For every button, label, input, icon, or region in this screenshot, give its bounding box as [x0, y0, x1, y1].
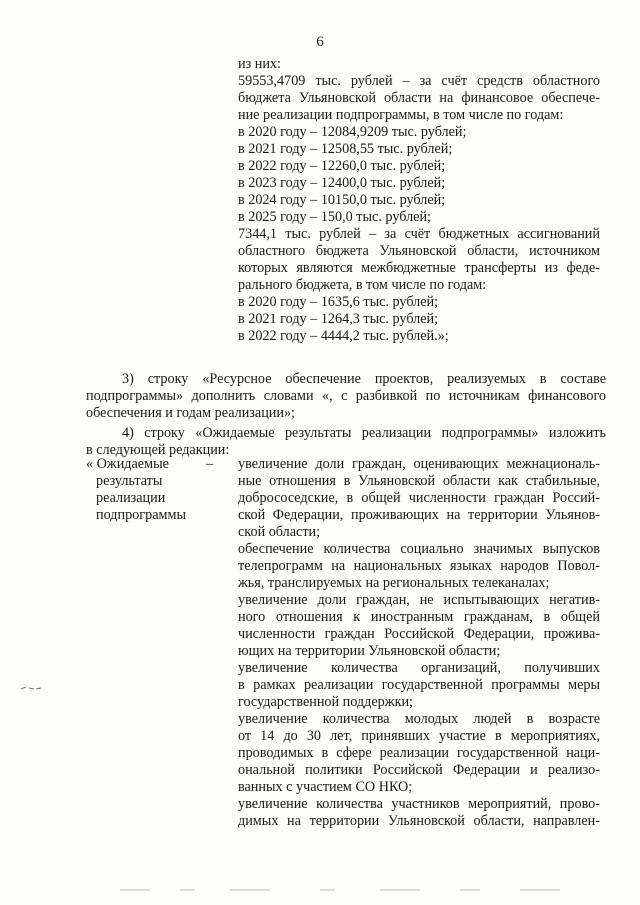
table-dash: –: [206, 456, 214, 472]
text-line: ональной политики Российской Федерации и реализо-: [238, 762, 600, 778]
text-line: в 2020 году – 1635,6 тыс. рублей;: [238, 294, 439, 310]
text-line: увеличение доли граждан, не испытывающих негатив-: [238, 592, 600, 608]
scan-edge-artifact: [120, 888, 590, 892]
text-line: которых являются межбюджетные трансферты из феде-: [238, 260, 600, 276]
text-line: увеличение количества молодых людей в возрасте: [238, 711, 600, 727]
text-line: проводимых в сфере реализации государственной наци-: [238, 745, 600, 761]
text-line: 4) строку «Ожидаемые результаты реализации подпрограммы» изложить: [122, 425, 606, 441]
text-line: ного отношения к иностранным гражданам, в общей: [238, 609, 600, 625]
text-line: жья, транслируемых на региональных телеканалах;: [238, 575, 550, 591]
text-line: в 2020 году – 12084,9209 тыс. рублей;: [238, 124, 467, 140]
text-line: ющих на территории Ульяновской области;: [238, 643, 501, 659]
text-line: рального бюджета, в том числе по годам:: [238, 277, 487, 293]
page-number: 6: [316, 34, 324, 50]
margin-scan-mark: [20, 684, 42, 692]
text-line: государственной поддержки;: [238, 694, 413, 710]
table-row-label: [86, 456, 216, 524]
text-line: увеличение доли граждан, оценивающих межнациональ-: [238, 456, 600, 472]
text-line: в 2022 году – 12260,0 тыс. рублей;: [238, 158, 446, 174]
funding-block: [238, 56, 600, 345]
text-line: в рамках реализации государственной программы меры: [238, 677, 600, 693]
text-line: в 2023 году – 12400,0 тыс. рублей;: [238, 175, 446, 191]
text-line: от 14 до 30 лет, принявших участие в мероприятиях,: [238, 728, 600, 744]
text-line: в 2021 году – 1264,3 тыс. рублей;: [238, 311, 439, 327]
text-line: ние реализации подпрограммы, в том числе по годам:: [238, 107, 564, 123]
text-line: областного бюджета Ульяновской области, источником: [238, 243, 600, 259]
text-line: реализации: [96, 490, 166, 506]
text-line: « Ожидаемые: [86, 456, 169, 472]
text-line: ванных с участием СО НКО;: [238, 779, 413, 795]
text-line: подпрограммы: [96, 507, 186, 523]
text-line: 7344,1 тыс. рублей – за счёт бюджетных ассигнований: [238, 226, 600, 242]
paragraph-4: [86, 425, 606, 459]
text-line: димых на территории Ульяновской области, направлен-: [238, 813, 600, 829]
text-line: в 2024 году – 10150,0 тыс. рублей;: [238, 192, 446, 208]
text-line: добрососедские, в общей численности граждан Россий-: [238, 490, 600, 506]
text-line: ской области;: [238, 524, 321, 540]
text-line: телепрограмм на национальных языках народов Повол-: [238, 558, 600, 574]
text-line: в 2021 году – 12508,55 тыс. рублей;: [238, 141, 453, 157]
text-line: бюджета Ульяновской области на финансовое обеспече-: [238, 90, 600, 106]
text-line: ской Федерации, проживающих на территории Ульянов-: [238, 507, 600, 523]
text-line: увеличение количества участников мероприятий, прово-: [238, 796, 600, 812]
text-line: ные отношения в Ульяновской области как стабильные,: [238, 473, 600, 489]
text-line: в 2025 году – 150,0 тыс. рублей;: [238, 209, 431, 225]
text-line: увеличение количества организаций, получивших: [238, 660, 600, 676]
text-line: обеспечение количества социально значимых выпусков: [238, 541, 600, 557]
text-line: 59553,4709 тыс. рублей – за счёт средств областного: [238, 73, 600, 89]
text-line: в следующей редакции:: [86, 442, 230, 458]
expected-results-block: [238, 456, 600, 830]
text-line: обеспечения и годам реализации»;: [86, 405, 296, 421]
text-line: 3) строку «Ресурсное обеспечение проектов, реализуемых в составе: [122, 371, 606, 387]
text-line: результаты: [96, 473, 163, 489]
text-line: в 2022 году – 4444,2 тыс. рублей.»;: [238, 328, 449, 344]
text-line: численности граждан Российской Федерации, прожива-: [238, 626, 600, 642]
text-line: из них:: [238, 56, 281, 72]
text-line: подпрограммы» дополнить словами «, с разбивкой по источникам финансового: [86, 388, 606, 404]
paragraph-3: [86, 371, 606, 422]
